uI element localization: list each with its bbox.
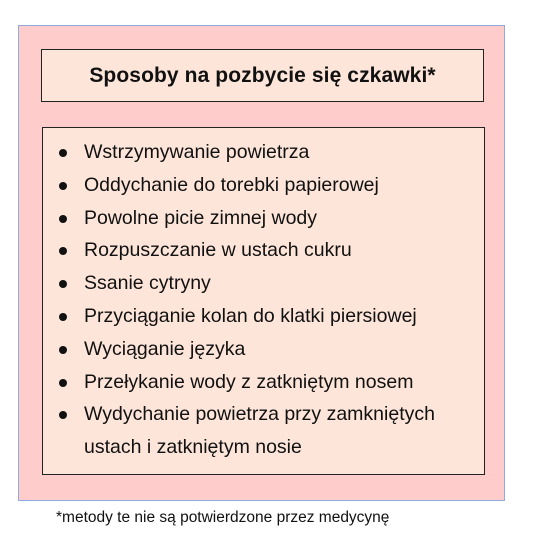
bullet-icon <box>57 267 84 300</box>
list-item <box>57 202 476 235</box>
methods-box <box>42 127 485 475</box>
list-item-text: Ssanie cytryny <box>84 272 211 295</box>
bullet-icon <box>57 366 84 399</box>
list-item <box>57 136 476 169</box>
list-item-text: Przyciąganie kolan do klatki piersiowej <box>84 304 417 327</box>
bullet-icon <box>57 169 84 202</box>
list-item <box>57 366 476 399</box>
bullet-icon <box>57 333 84 366</box>
methods-list <box>57 136 476 464</box>
list-item-text: Rozpuszczanie w ustach cukru <box>84 239 352 262</box>
list-item <box>57 169 476 202</box>
bullet-icon <box>57 234 84 267</box>
bullet-icon <box>57 398 84 431</box>
list-item-text: Powolne picie zimnej wody <box>84 206 318 229</box>
bullet-icon <box>57 202 84 235</box>
list-item <box>57 234 476 267</box>
bullet-icon <box>57 300 84 333</box>
list-item-text: Wyciąganie języka <box>84 337 246 360</box>
footnote: *metody te nie są potwierdzone przez medycynę <box>56 509 390 526</box>
list-item <box>57 267 476 300</box>
list-item-text: Wydychanie powietrza przy zamkniętych ustach i zatkniętym nosie <box>84 403 435 459</box>
page-title: Sposoby na pozbycie się czkawki* <box>89 63 436 87</box>
bullet-icon <box>57 136 84 169</box>
info-panel <box>18 25 505 501</box>
list-item-text: Przełykanie wody z zatkniętym nosem <box>84 370 414 393</box>
list-item-text: Wstrzymywanie powietrza <box>84 141 310 163</box>
list-item-text: Oddychanie do torebki papierowej <box>84 173 379 196</box>
list-item <box>57 333 476 366</box>
list-item <box>57 398 476 464</box>
title-box <box>41 49 484 102</box>
list-item <box>57 300 476 333</box>
